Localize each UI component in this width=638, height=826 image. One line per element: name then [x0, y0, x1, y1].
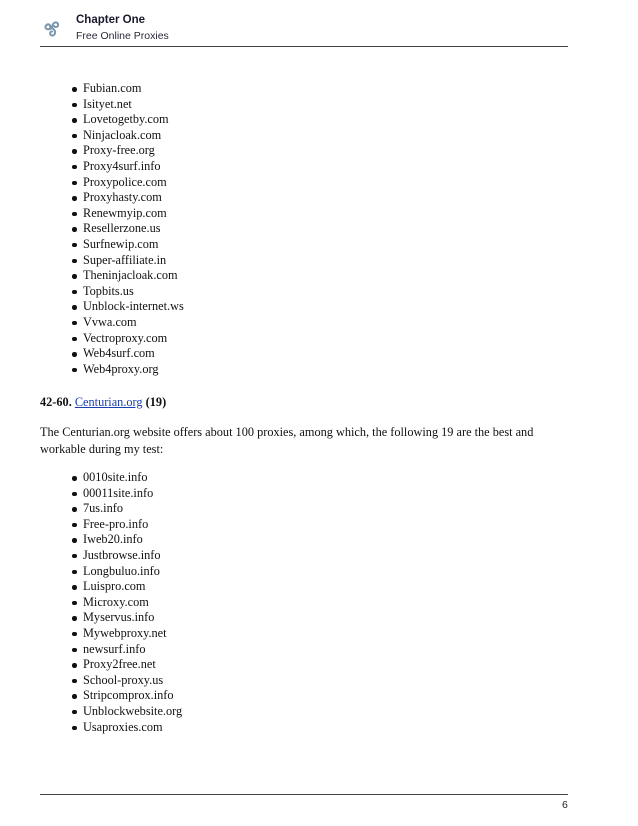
list-item: Super-affiliate.in [72, 253, 184, 269]
list-item: Proxy2free.net [72, 657, 182, 673]
list-item: Vectroproxy.com [72, 331, 184, 347]
list-item: Myservus.info [72, 610, 182, 626]
list-item: Mywebproxy.net [72, 626, 182, 642]
page-header [40, 10, 568, 47]
list-item: Vvwa.com [72, 315, 184, 331]
list-item: Proxyhasty.com [72, 190, 184, 206]
list-item: Resellerzone.us [72, 221, 184, 237]
chapter-subtitle: Free Online Proxies [76, 30, 169, 42]
list-item: Unblockwebsite.org [72, 704, 182, 720]
list-item: 00011site.info [72, 486, 182, 502]
section-heading [40, 395, 166, 410]
list-item: Free-pro.info [72, 517, 182, 533]
list-item: Ninjacloak.com [72, 128, 184, 144]
list-item: Theninjacloak.com [72, 268, 184, 284]
list-item: Web4surf.com [72, 346, 184, 362]
list-item: Lovetogetby.com [72, 112, 184, 128]
list-item: Surfnewip.com [72, 237, 184, 253]
list-item: Fubian.com [72, 81, 184, 97]
centurian-link[interactable]: Centurian.org [74, 395, 143, 409]
list-item: Usaproxies.com [72, 720, 182, 736]
list-item: Justbrowse.info [72, 548, 182, 564]
list-item: Renewmyip.com [72, 206, 184, 222]
section-range: 42-60. [40, 395, 72, 409]
list-item: Stripcomprox.info [72, 688, 182, 704]
list-item: School-proxy.us [72, 673, 182, 689]
proxy-list-two [72, 470, 182, 735]
body-paragraph: The Centurian.org website offers about 100 proxies, among which, the following 19 are the best and workable during my test: [40, 425, 534, 456]
list-item: Web4proxy.org [72, 362, 184, 378]
list-item: Microxy.com [72, 595, 182, 611]
page-number: 6 [562, 799, 568, 811]
section-count: (19) [145, 395, 167, 409]
chapter-title: Chapter One [76, 14, 146, 26]
list-item: Unblock-internet.ws [72, 299, 184, 315]
triskelion-icon [40, 16, 64, 40]
list-item: Longbuluo.info [72, 564, 182, 580]
list-item: Proxy4surf.info [72, 159, 184, 175]
list-item: Proxypolice.com [72, 175, 184, 191]
list-item: Proxy-free.org [72, 143, 184, 159]
list-item: Isityet.net [72, 97, 184, 113]
list-item: Iweb20.info [72, 532, 182, 548]
footer-rule [40, 794, 568, 795]
proxy-list-one [72, 81, 184, 377]
list-item: newsurf.info [72, 642, 182, 658]
list-item: 0010site.info [72, 470, 182, 486]
list-item: 7us.info [72, 501, 182, 517]
list-item: Topbits.us [72, 284, 184, 300]
list-item: Luispro.com [72, 579, 182, 595]
